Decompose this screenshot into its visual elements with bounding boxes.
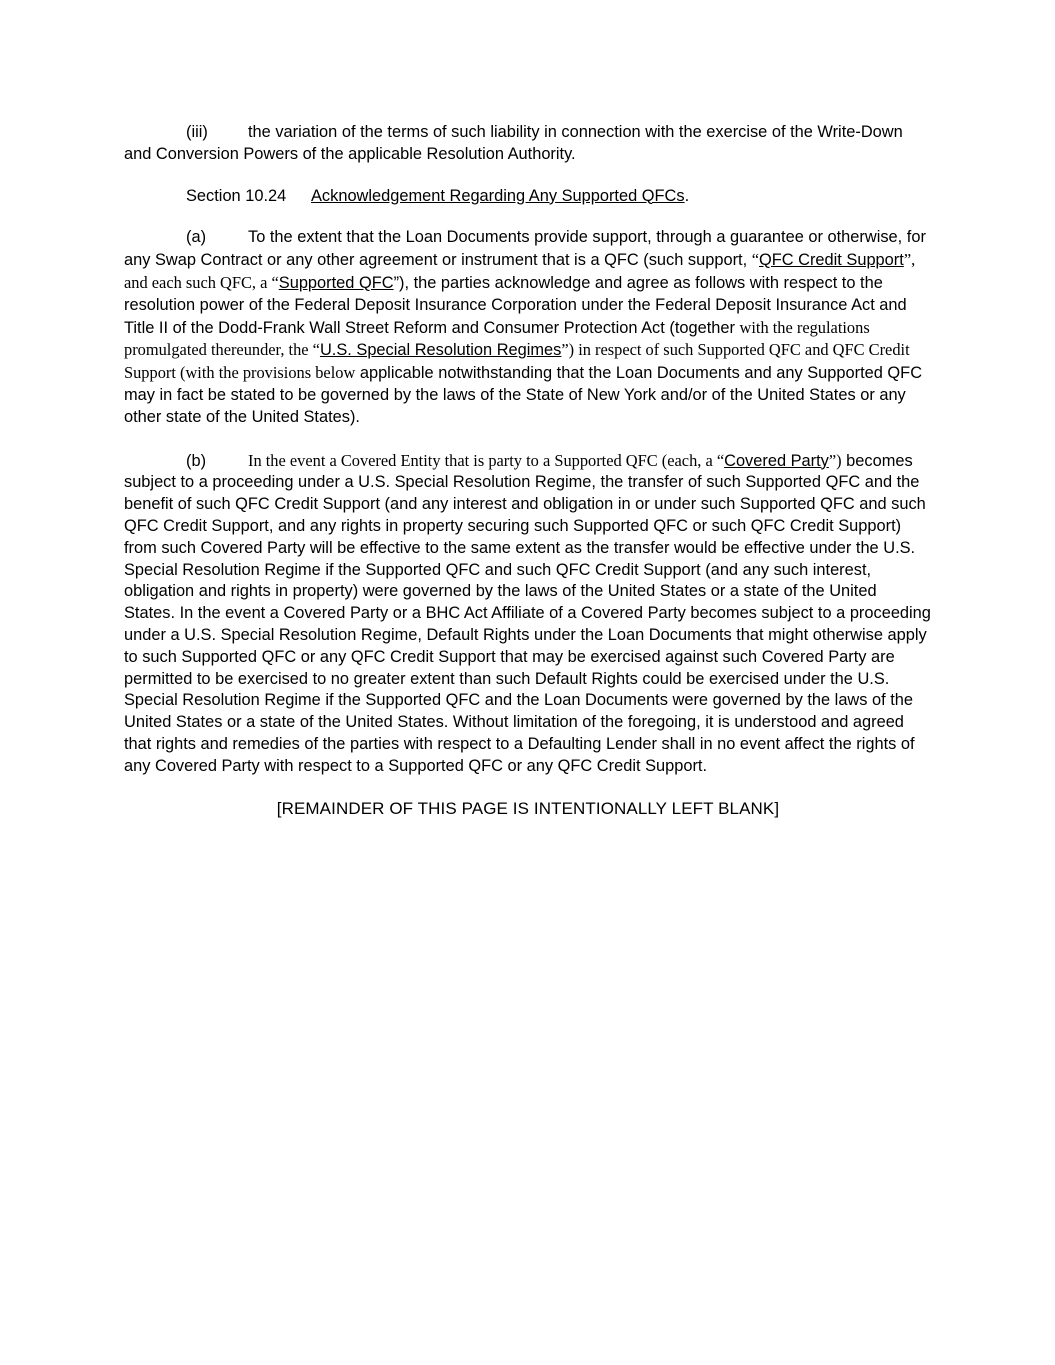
- paragraph-a-text-6: applicable notwithstanding that the Loan Documents and any Supported QFC may in fact be stated to be governed by the laws of the State of New York and/or of the United States or any other state of the United States).: [124, 364, 923, 426]
- remainder-blank-notice: [REMAINDER OF THIS PAGE IS INTENTIONALLY LEFT BLANK]: [276, 798, 780, 818]
- section-title: Acknowledgement Regarding Any Supported QFCs: [311, 186, 685, 205]
- paragraph-a-quote: “: [751, 250, 759, 270]
- clause-iii: [124, 122, 932, 166]
- paragraph-a-text-3: ”), the parties acknowledge and agree as follows with respect to the resolution power of the Federal Deposit Insurance Corporation under the Federal Deposit Insurance Act and Title II of the Dodd-Frank Wall Street Reform and Consumer Protection Act (together: [124, 273, 907, 337]
- section-heading: [124, 186, 932, 208]
- defined-term-supported-qfc: Supported QFC: [278, 273, 394, 292]
- paragraph-a: [124, 227, 932, 428]
- paragraph-b-text-1: In the event a Covered Entity that is party to a Supported QFC (each, a “: [248, 450, 725, 470]
- paragraph-a-label: (a): [186, 228, 207, 247]
- section-number: Section 10.24: [186, 186, 287, 205]
- paragraph-a-text-4: with the regulations promulgated thereunder, the “: [124, 317, 870, 360]
- paragraph-b-text-2: ”): [828, 450, 842, 470]
- paragraph-b: [124, 450, 932, 778]
- defined-term-covered-party: Covered Party: [724, 451, 829, 470]
- defined-term-qfc-credit-support: QFC Credit Support: [758, 251, 904, 270]
- defined-term-us-special-resolution-regimes: U.S. Special Resolution Regimes: [319, 341, 562, 360]
- paragraph-b-text-3: becomes subject to a proceeding under a U.S. Special Resolution Regime, the transfer of such Supported QFC and the benefit of such QFC Credit Support (and any interest and obligation in or under such Supported QFC and such QFC Credit Support, and any rights in property securing such Supported QFC or such QFC Credit Support) from such Covered Party will be effective to the same extent as the transfer would be effective under the U.S. Special Resolution Regime if the Supported QFC and such QFC Credit Support (and any such interest, obligation and rights in property) were governed by the laws of the United States or a state of the United States. In the event a Covered Party or a BHC Act Affiliate of a Covered Party becomes subject to a proceeding under a U.S. Special Resolution Regime, Default Rights under the Loan Documents that might otherwise apply to such Supported QFC or any QFC Credit Support that may be exercised against such Covered Party are permitted to be exercised to no greater extent than such Default Rights could be exercised under the U.S. Special Resolution Regime if the Supported QFC and the Loan Documents were governed by the laws of the United States or a state of the United States. Without limitation of the foregoing, it is understood and agreed that rights and remedies of the parties with respect to a Defaulting Lender shall in no event affect the rights of any Covered Party with respect to a Supported QFC or any QFC Credit Support.: [124, 451, 931, 775]
- section-title-end: .: [684, 186, 690, 205]
- paragraph-b-label: (b): [186, 451, 207, 470]
- document-body: [124, 122, 932, 819]
- paragraph-a-text-2: ”, and each such QFC, a “: [124, 250, 916, 292]
- clause-iii-text: the variation of the terms of such liability in connection with the exercise of the Write-Down and Conversion Powers of the applicable Resolution Authority.: [124, 123, 903, 163]
- clause-iii-label: (iii): [186, 123, 208, 141]
- paragraph-a-text-1: To the extent that the Loan Documents provide support, through a guarantee or otherwise, for any Swap Contract or any other agreement or instrument that is a QFC (such support,: [124, 228, 926, 270]
- paragraph-a-text-5: ”) in respect of such Supported QFC and QFC Credit Support (with the provisions below: [124, 340, 910, 383]
